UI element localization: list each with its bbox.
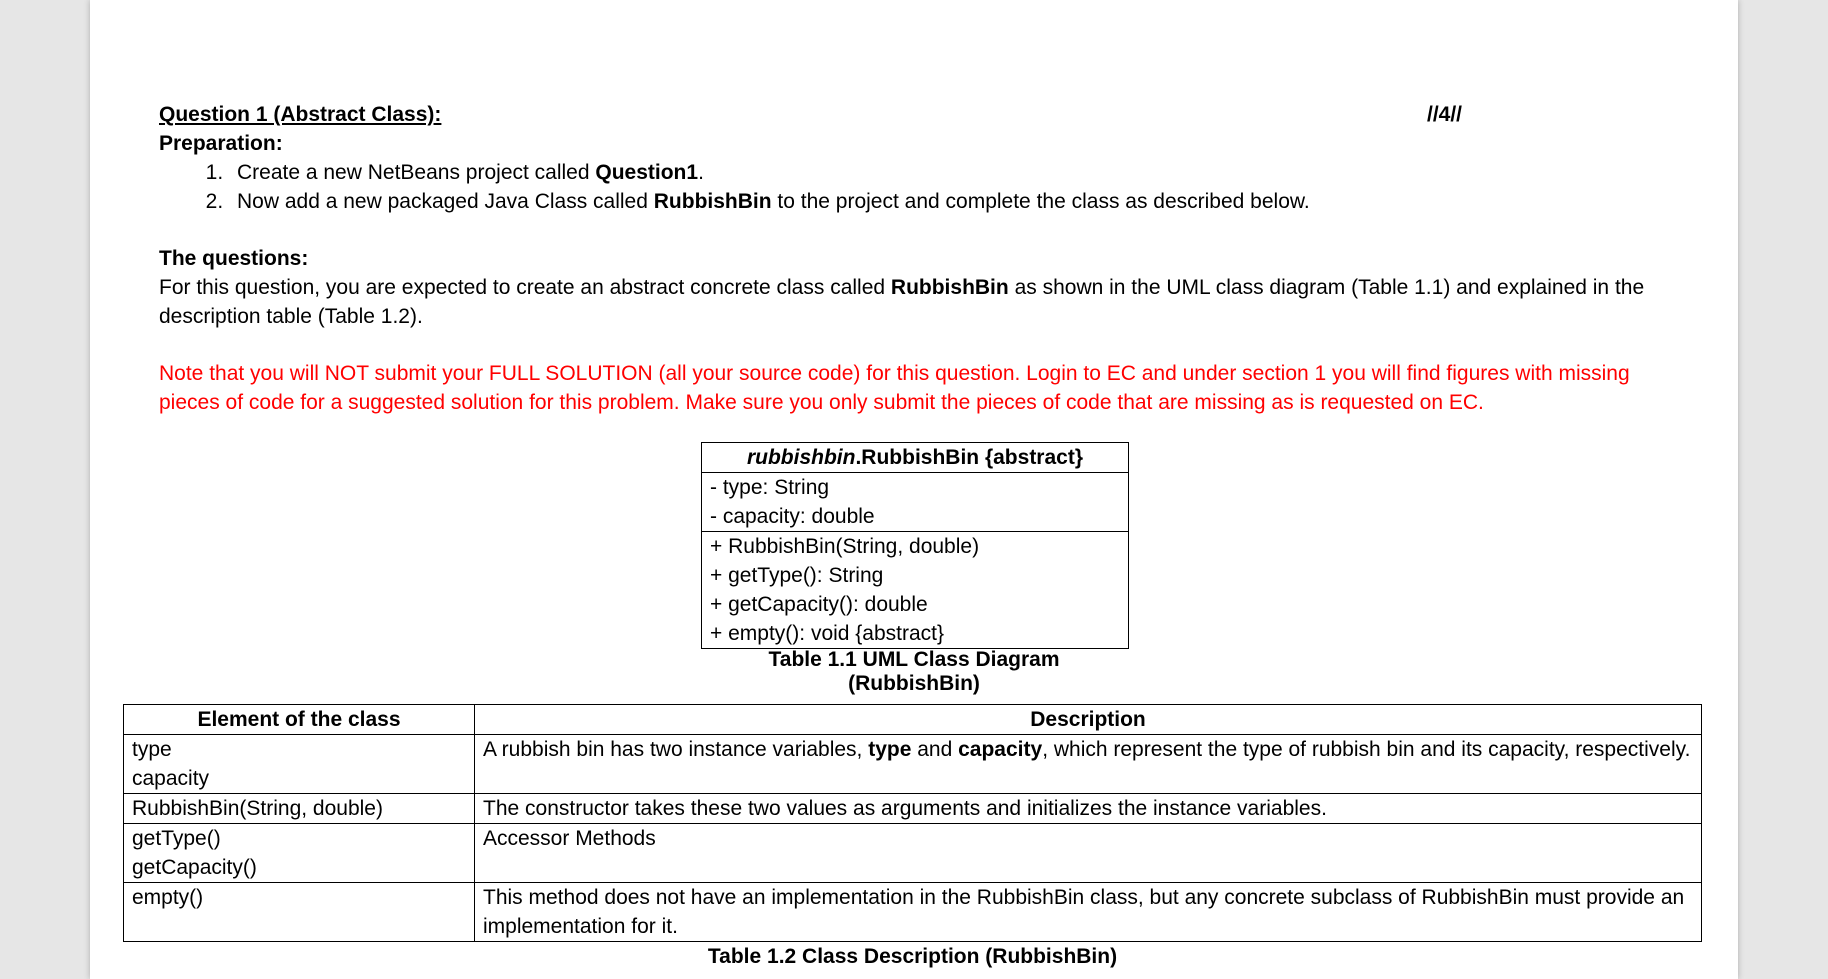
element-name: getCapacity() [132, 856, 257, 879]
step-bold-text: Question1 [595, 161, 699, 184]
paragraph-bold-text: RubbishBin [890, 276, 1009, 299]
description-bold: type [868, 738, 912, 761]
description-cell: Accessor Methods [475, 824, 1702, 883]
document-page [90, 0, 1738, 979]
uml-class-header [702, 443, 1128, 472]
column-header: Element of the class [124, 705, 475, 735]
element-name: empty() [132, 886, 204, 909]
paragraph-text-suffix: as shown in the UML class diagram (Table 1.1) and explained in the description table (Table 1.2). [159, 276, 1645, 328]
uml-package-name: rubbishbin [746, 446, 856, 469]
description-text: , which represent the type of rubbish bin and its capacity, respectively. [1042, 738, 1691, 761]
element-cell [124, 824, 475, 883]
description-bold: capacity [958, 738, 1043, 761]
uml-method: + empty(): void {abstract} [710, 622, 945, 645]
step-text: Create a new NetBeans project called [237, 161, 596, 184]
uml-methods [702, 531, 1128, 648]
class-description-table [123, 704, 1702, 942]
table-row [124, 794, 1702, 824]
element-cell [124, 883, 475, 942]
table-row [124, 824, 1702, 883]
description-text: and [911, 738, 959, 761]
table-row [124, 735, 1702, 794]
uml-attributes [702, 472, 1128, 531]
preparation-steps [159, 158, 1679, 216]
step-text-suffix: to the project and complete the class as described below. [771, 190, 1310, 213]
description-cell [475, 735, 1702, 794]
description-cell: The constructor takes these two values as arguments and initializes the instance variables. [475, 794, 1702, 824]
uml-method: + RubbishBin(String, double) [710, 535, 980, 558]
description-text: A rubbish bin has two instance variables, [483, 738, 869, 761]
element-name: getType() [132, 827, 221, 850]
uml-method: + getCapacity(): double [710, 593, 928, 616]
uml-method: + getType(): String [710, 564, 884, 587]
question-title: Question 1 (Abstract Class): [159, 103, 442, 126]
preparation-step [229, 187, 1679, 216]
red-note: Note that you will NOT submit your FULL SOLUTION (all your source code) for this question. Login to EC and under section 1 you will find figures with missing pieces of code for a suggested solution for this problem. Make sure you only submit the pieces of code that are missing as is requested on EC. [159, 362, 1630, 414]
table-row [124, 883, 1702, 942]
uml-class-name: .RubbishBin {abstract} [855, 446, 1084, 469]
element-name: RubbishBin(String, double) [132, 797, 383, 820]
uml-attribute: - capacity: double [710, 505, 875, 528]
step-bold-text: RubbishBin [653, 190, 772, 213]
questions-paragraph [159, 273, 1679, 331]
element-cell [124, 794, 475, 824]
preparation-step [229, 158, 1679, 187]
question-body [159, 100, 1679, 417]
element-name: type [132, 738, 172, 761]
element-name: capacity [132, 767, 210, 790]
table-header-row [124, 705, 1702, 735]
uml-caption: Table 1.1 UML Class Diagram (RubbishBin) [768, 648, 1060, 695]
uml-class-diagram [701, 442, 1129, 649]
marks-label: //4// [1427, 103, 1463, 126]
table-caption: Table 1.2 Class Description (RubbishBin) [707, 945, 1118, 968]
uml-attribute: - type: String [710, 476, 830, 499]
step-text: Now add a new packaged Java Class called [237, 190, 654, 213]
questions-heading: The questions: [159, 247, 309, 270]
column-header: Description [475, 705, 1702, 735]
paragraph-text: For this question, you are expected to create an abstract concrete class called [159, 276, 891, 299]
step-text-suffix: . [698, 161, 704, 184]
element-cell [124, 735, 475, 794]
preparation-heading: Preparation: [159, 132, 283, 155]
description-cell: This method does not have an implementation in the RubbishBin class, but any concrete subclass of RubbishBin must provide an implementation for it. [475, 883, 1702, 942]
